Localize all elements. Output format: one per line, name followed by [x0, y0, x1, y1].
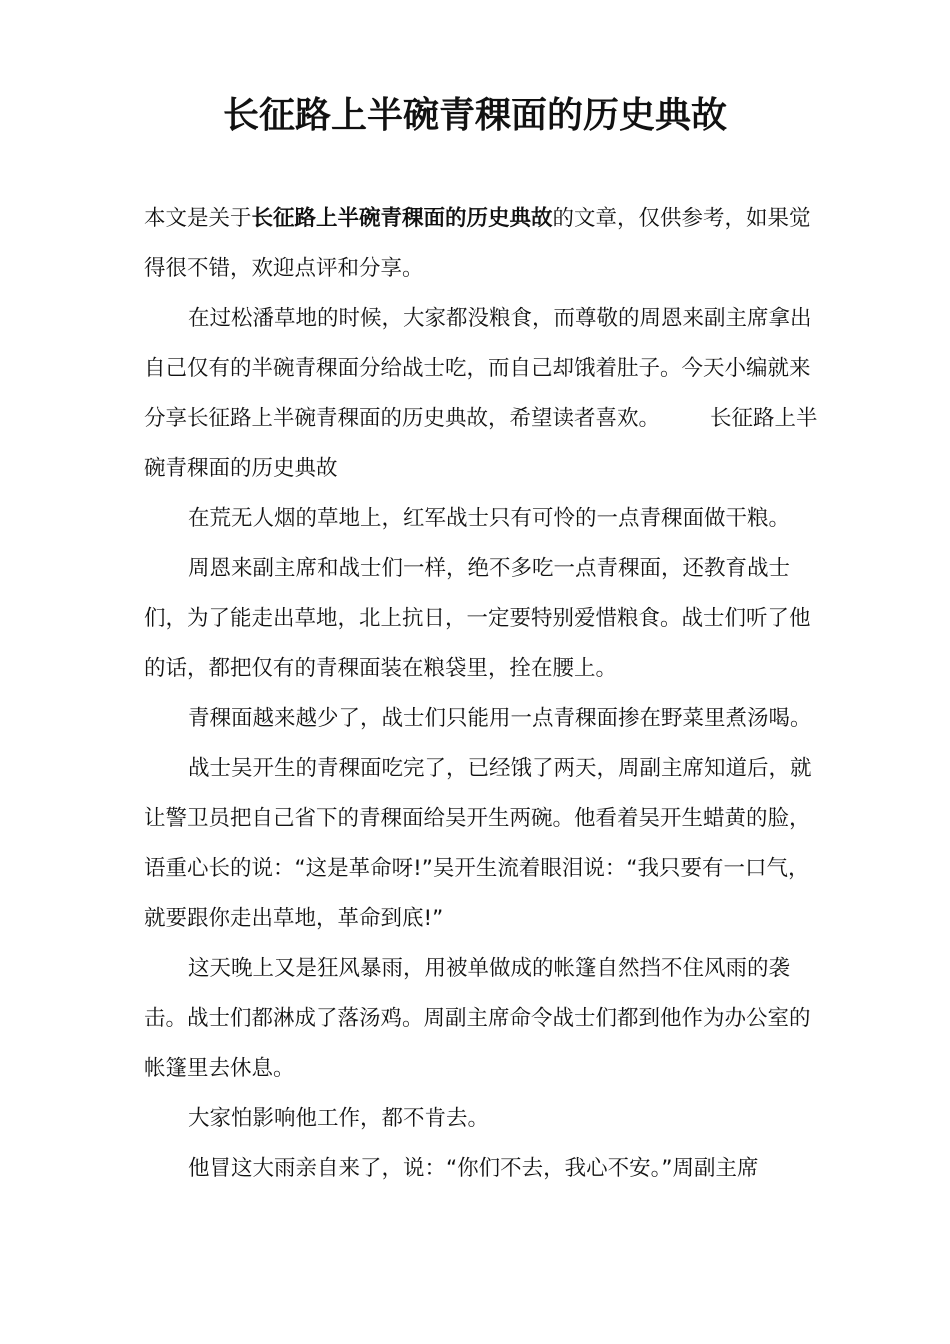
body-paragraph-1: 在荒无人烟的草地上，红军战士只有可怜的一点青稞面做干粮。 [188, 506, 791, 531]
summary-text: 在过松潘草地的时候，大家都没粮食，而尊敬的周恩来副主席拿出自己仅有的半碗青稞面分给战士吃，而自己却饿着肚子。今天小编就来分享长征路上半碗青稞面的历史典故，希望读者喜欢。 [144, 306, 812, 431]
body-paragraph-6: 大家怕影响他工作，都不肯去。 [188, 1106, 490, 1131]
summary-paragraph [144, 294, 824, 494]
body-paragraph-7: 他冒这大雨亲自来了，说：“你们不去，我心不安。”周副主席 [188, 1156, 759, 1181]
body-paragraph-4: 战士吴开生的青稞面吃完了，已经饿了两天，周副主席知道后，就让警卫员把自己省下的青稞面给吴开生两碗。他看着吴开生蜡黄的脸，语重心长的说：“这是革命呀!”吴开生流着眼泪说：“我只要有一口气，就要跟你走出草地，革命到底!” [144, 756, 812, 931]
document-title: 长征路上半碗青稞面的历史典故 [222, 95, 727, 136]
document-body [144, 194, 824, 1194]
intro-bold-title: 长征路上半碗青稞面的历史典故 [251, 206, 553, 231]
intro-paragraph [144, 194, 824, 294]
body-paragraph-5: 这天晚上又是狂风暴雨，用被单做成的帐篷自然挡不住风雨的袭击。战士们都淋成了落汤鸡。周副主席命令战士们都到他作为办公室的帐篷里去休息。 [144, 956, 811, 1081]
intro-suffix: 的文章，仅供参考，如果觉得很不错，欢迎点评和分享。 [144, 206, 811, 281]
body-paragraph-2: 周恩来副主席和战士们一样，绝不多吃一点青稞面，还教育战士们，为了能走出草地，北上抗日，一定要特别爱惜粮食。战士们听了他的话，都把仅有的青稞面装在粮袋里，拴在腰上。 [144, 556, 811, 681]
intro-prefix: 本文是关于 [144, 206, 252, 231]
summary-subtitle: 长征路上半碗青稞面的历史典故 [144, 406, 818, 481]
body-paragraph-3: 青稞面越来越少了，战士们只能用一点青稞面掺在野菜里煮汤喝。 [188, 706, 812, 731]
